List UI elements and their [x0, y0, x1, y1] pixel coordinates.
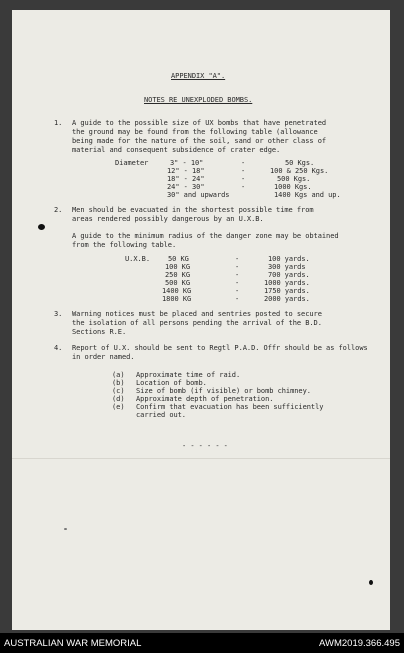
list-item-text: Confirm that evacuation has been sufficiently — [136, 403, 324, 411]
table-cell: 500 Kgs. — [277, 175, 311, 183]
table-cell: - — [241, 159, 246, 167]
table-cell: - — [235, 271, 240, 279]
list-item-text: carried out. — [136, 411, 186, 419]
ink-speck — [64, 528, 67, 530]
table-cell: - — [235, 287, 240, 295]
archive-footer — [0, 633, 404, 653]
end-mark: - - - - - - — [182, 442, 228, 450]
table-cell: 100 yards. — [268, 255, 310, 263]
table-label: U.X.B. — [125, 255, 150, 263]
list-item-text: Approximate depth of penetration. — [136, 395, 274, 403]
paragraph-line: material and consequent subsidence of crater edge. — [72, 146, 281, 154]
document-subtitle: NOTES RE UNEXPLODED BOMBS. — [144, 96, 253, 104]
table-cell: - — [235, 255, 240, 263]
table-cell: 30" and upwards — [167, 191, 230, 199]
table-cell: 1750 yards. — [264, 287, 310, 295]
table-cell: 100 & 250 Kgs. — [270, 167, 329, 175]
table-cell: 2000 yards. — [264, 295, 310, 303]
table-cell: 1800 KG — [162, 295, 192, 303]
table-cell: 12" - 18" — [167, 167, 205, 175]
table-cell: 50 KG — [168, 255, 189, 263]
paragraph-line: Report of U.X. should be sent to Regtl P.A.D. Offr should be as follows — [72, 344, 368, 352]
list-marker: (e) — [112, 403, 125, 411]
list-item-text: Approximate time of raid. — [136, 371, 241, 379]
list-marker: (c) — [112, 387, 125, 395]
table-cell: 50 Kgs. — [285, 159, 315, 167]
table-cell: 18" - 24" — [167, 175, 205, 183]
paragraph-line: A guide to the possible size of UX bombs that have penetrated — [72, 119, 327, 127]
fold-line — [12, 458, 390, 459]
ink-blot — [38, 224, 45, 230]
paragraph-number: 3. — [54, 310, 63, 318]
table-cell: 24" - 30" — [167, 183, 205, 191]
table-cell: - — [235, 295, 240, 303]
paragraph-line: being made for the nature of the soil, sand or other class of — [72, 137, 327, 145]
table-cell: - — [235, 263, 240, 271]
list-marker: (d) — [112, 395, 125, 403]
paragraph-line: areas rendered possibly dangerous by an U.X.B. — [72, 215, 264, 223]
paragraph-line: the ground may be found from the following table (allowance — [72, 128, 318, 136]
table-cell: 250 KG — [165, 271, 190, 279]
paragraph-line: the isolation of all persons pending the arrival of the B.D. — [72, 319, 322, 327]
ink-speck — [369, 580, 373, 585]
table-cell: 700 yards. — [268, 271, 310, 279]
paragraph-line: A guide to the minimum radius of the danger zone may be obtained — [72, 232, 339, 240]
table-cell: 1000 Kgs. — [274, 183, 312, 191]
paragraph-line: Men should be evacuated in the shortest possible time from — [72, 206, 314, 214]
table-cell: 300 yards — [268, 263, 306, 271]
document-page — [12, 10, 390, 630]
table-cell: 1400 KG — [162, 287, 192, 295]
list-marker: (b) — [112, 379, 125, 387]
table-cell: - — [241, 167, 246, 175]
table-cell: 500 KG — [165, 279, 190, 287]
paragraph-number: 4. — [54, 344, 63, 352]
table-cell: - — [241, 183, 246, 191]
paragraph-line: Sections R.E. — [72, 328, 127, 336]
list-marker: (a) — [112, 371, 125, 379]
paragraph-line: in order named. — [72, 353, 135, 361]
paragraph-number: 2. — [54, 206, 63, 214]
paragraph-line: Warning notices must be placed and sentries posted to secure — [72, 310, 322, 318]
list-item-text: Size of bomb (if visible) or bomb chimney. — [136, 387, 311, 395]
footer-source: AUSTRALIAN WAR MEMORIAL — [4, 638, 142, 649]
table-cell: - — [241, 175, 246, 183]
table-label: Diameter — [115, 159, 149, 167]
table-cell: 1400 Kgs and up. — [274, 191, 341, 199]
table-cell: 3" - 10" — [170, 159, 204, 167]
table-cell: 1000 yards. — [264, 279, 310, 287]
table-cell: 100 KG — [165, 263, 190, 271]
table-cell: - — [235, 279, 240, 287]
list-item-text: Location of bomb. — [136, 379, 207, 387]
paragraph-number: 1. — [54, 119, 63, 127]
paragraph-line: from the following table. — [72, 241, 177, 249]
document-title: APPENDIX "A". — [171, 72, 226, 80]
footer-accession-number: AWM2019.366.495 — [319, 638, 400, 649]
